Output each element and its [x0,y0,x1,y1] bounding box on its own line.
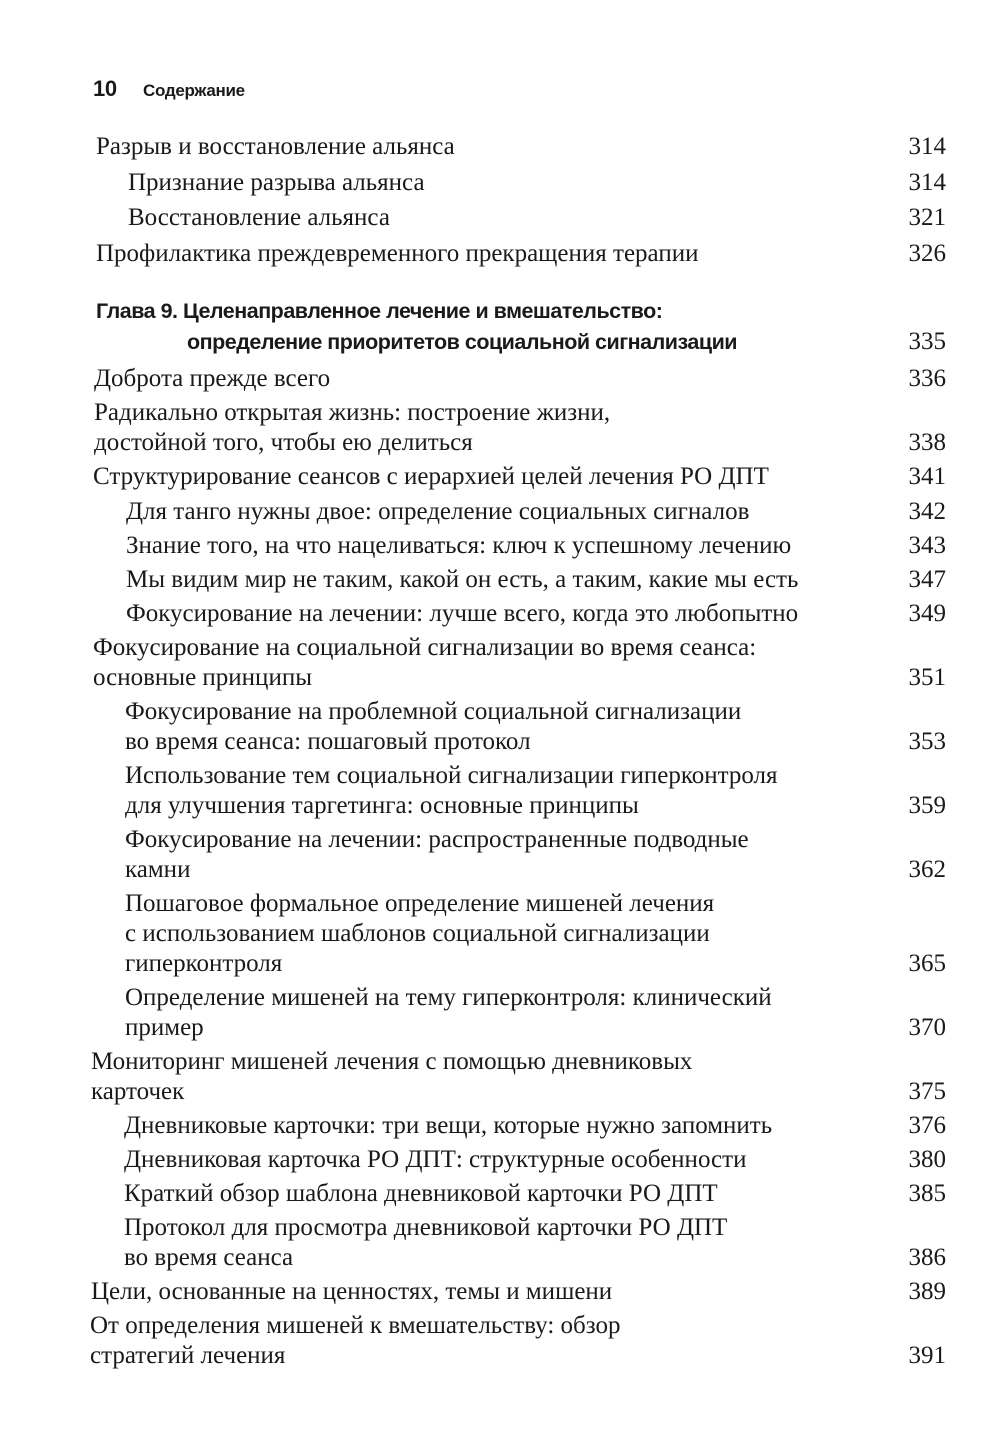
toc-entry-title-line: Разрыв и восстановление альянса [96,133,455,160]
toc-entry-page-number: 349 [908,600,946,627]
toc-entry-page-number: 338 [908,429,946,456]
toc-entry-title-line: определение приоритетов социальной сигнализации [187,330,737,354]
toc-entry-page-number: 353 [908,728,946,755]
toc-entry-page-number: 347 [908,566,946,593]
toc-entry-title-line: во время сеанса: пошаговый протокол [125,728,531,755]
header-section-title: Содержание [143,81,245,100]
toc-entry-page-number: 386 [908,1244,946,1271]
toc-entry-title-line: Использование тем социальной сигнализации гиперконтроля [125,762,778,789]
toc-entry-page-number: 370 [908,1014,946,1041]
toc-entry-title-line: для улучшения таргетинга: основные принципы [125,792,639,819]
toc-entry-title-line: Дневниковые карточки: три вещи, которые нужно запомнить [124,1112,773,1139]
toc-entry-page-number: 375 [908,1078,946,1105]
toc-entry-title-line: Фокусирование на проблемной социальной сигнализации [125,698,742,725]
toc-entry-page-number: 335 [908,328,946,355]
toc-entry-title-line: Структурирование сеансов с иерархией целей лечения РО ДПТ [93,463,769,490]
toc-entry-page-number: 359 [908,792,946,819]
toc-entry-title-line: Фокусирование на лечении: лучше всего, когда это любопытно [126,600,799,627]
toc-entry-title-line: Восстановление альянса [128,204,390,231]
toc-entry-title-line: Пошаговое формальное определение мишеней лечения [125,890,715,917]
toc-entry-title-line: достойной того, чтобы ею делиться [94,429,473,456]
toc-entry-page-number: 314 [908,169,946,196]
toc-entry-page-number: 391 [908,1342,946,1369]
toc-entry-title-line: Фокусирование на лечении: распространенные подводные [125,826,749,853]
toc-entry-page-number: 380 [908,1146,946,1173]
toc-entry-title-line: пример [125,1014,204,1041]
toc-entry-page-number: 385 [908,1180,946,1207]
toc-entry-page-number: 314 [908,133,946,160]
toc-entry-title-line: Фокусирование на социальной сигнализации во время сеанса: [93,634,757,661]
toc-entry-title-line: Знание того, на что нацеливаться: ключ к успешному лечению [126,532,792,559]
toc-entry-title-line: стратегий лечения [90,1342,286,1369]
toc-entry-title-line: во время сеанса [124,1244,294,1271]
toc-entry-title-line: гиперконтроля [125,950,283,977]
toc-entry-page-number: 376 [908,1112,946,1139]
toc-entry-title-line: Цели, основанные на ценностях, темы и мишени [91,1278,613,1305]
toc-entry-title-line: Мониторинг мишеней лечения с помощью дневниковых [91,1048,693,1075]
header-page-number: 10 [93,76,117,101]
toc-entry-page-number: 342 [908,498,946,525]
toc-entry-page-number: 343 [908,532,946,559]
toc-entry-page-number: 362 [908,856,946,883]
toc-entry-page-number: 389 [908,1278,946,1305]
toc-entry-title-line: Определение мишеней на тему гиперконтроля: клинический [125,984,772,1011]
toc-entry-title-line: Протокол для просмотра дневниковой карточки РО ДПТ [124,1214,728,1241]
toc-entry-title-line: От определения мишеней к вмешательству: обзор [90,1312,621,1339]
running-header [93,76,245,102]
toc-entry-page-number: 321 [908,204,946,231]
toc-entry-title-line: Признание разрыва альянса [128,169,425,196]
toc-entry-title-line: Радикально открытая жизнь: построение жизни, [94,399,611,426]
toc-entry-title-line: Для танго нужны двое: определение социальных сигналов [126,498,750,525]
toc-entry-title-line: с использованием шаблонов социальной сигнализации [125,920,710,947]
toc-entry-title-line: основные принципы [93,664,312,691]
toc-entry-title-line: Мы видим мир не таким, какой он есть, а таким, какие мы есть [126,566,799,593]
toc-entry-page-number: 341 [908,463,946,490]
toc-entry-page-number: 351 [908,664,946,691]
toc-entry-title-line: камни [125,856,191,883]
toc-entry-title-line: Доброта прежде всего [94,365,331,392]
toc-entry-title-line: Краткий обзор шаблона дневниковой карточки РО ДПТ [124,1180,718,1207]
toc-entry-title-line: Глава 9. Целенаправленное лечение и вмешательство: [96,299,663,323]
toc-entry-title-line: Дневниковая карточка РО ДПТ: структурные особенности [124,1146,747,1173]
toc-entry-page-number: 336 [908,365,946,392]
toc-entry-page-number: 365 [908,950,946,977]
toc-entry-title-line: Профилактика преждевременного прекращения терапии [96,240,699,267]
toc-entry-title-line: карточек [91,1078,185,1105]
toc-entry-page-number: 326 [908,240,946,267]
